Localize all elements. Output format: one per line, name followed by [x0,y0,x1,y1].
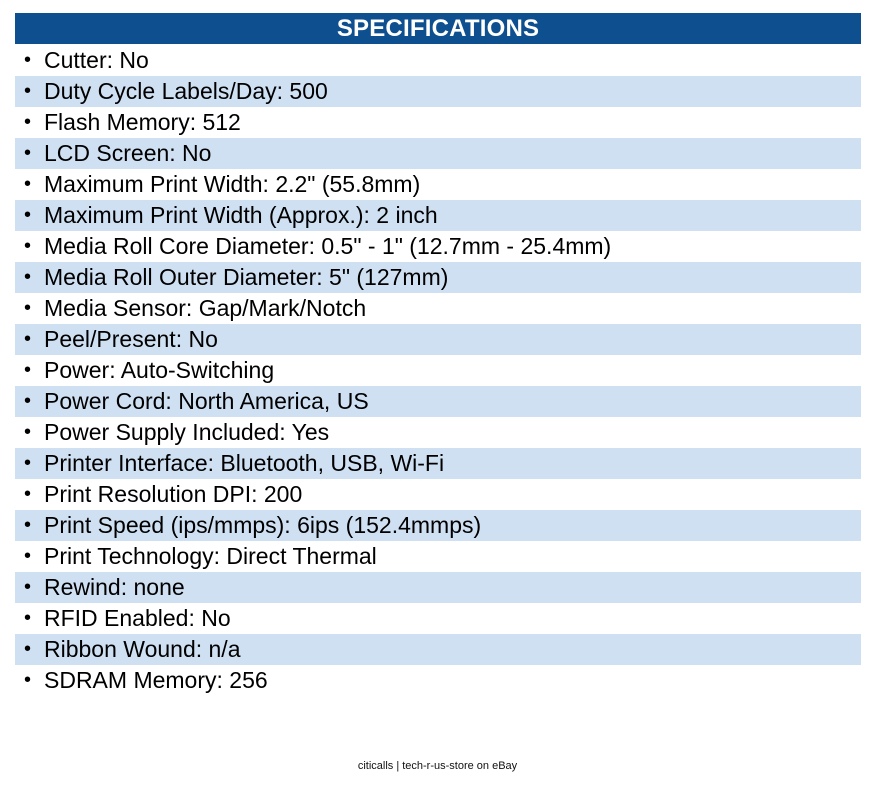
spec-row [15,169,861,200]
spec-row [15,541,861,572]
bullet-icon: • [24,297,32,319]
spec-text: Cutter: No [44,47,149,73]
spec-text: Ribbon Wound: n/a [44,636,241,662]
spec-text: Power: Auto-Switching [44,357,275,383]
spec-text: Duty Cycle Labels/Day: 500 [44,78,328,104]
bullet-icon: • [24,80,32,102]
bullet-icon: • [24,483,32,505]
spec-text: Media Roll Core Diameter: 0.5" - 1" (12.7mm - 25.4mm) [44,233,612,259]
bullet-icon: • [24,235,32,257]
spec-row [15,572,861,603]
bullet-icon: • [24,421,32,443]
spec-row [15,603,861,634]
spec-row [15,262,861,293]
specifications-title: SPECIFICATIONS [15,13,861,44]
bullet-icon: • [24,111,32,133]
spec-text: Printer Interface: Bluetooth, USB, Wi-Fi [44,450,445,476]
bullet-icon: • [24,328,32,350]
bullet-icon: • [24,545,32,567]
bullet-icon: • [24,142,32,164]
bullet-icon: • [24,204,32,226]
spec-row [15,355,861,386]
spec-text: Media Sensor: Gap/Mark/Notch [44,295,367,321]
specifications-list [15,45,861,696]
spec-row [15,665,861,696]
spec-row [15,324,861,355]
spec-row [15,417,861,448]
bullet-icon: • [24,607,32,629]
spec-row [15,386,861,417]
spec-row [15,45,861,76]
bullet-icon: • [24,390,32,412]
spec-row [15,76,861,107]
spec-text: Media Roll Outer Diameter: 5" (127mm) [44,264,449,290]
spec-row [15,200,861,231]
spec-text: Print Resolution DPI: 200 [44,481,303,507]
bullet-icon: • [24,576,32,598]
spec-row [15,231,861,262]
spec-row [15,634,861,665]
bullet-icon: • [24,514,32,536]
spec-text: Maximum Print Width (Approx.): 2 inch [44,202,438,228]
bullet-icon: • [24,359,32,381]
spec-text: Rewind: none [44,574,185,600]
spec-row [15,479,861,510]
spec-text: Print Speed (ips/mmps): 6ips (152.4mmps) [44,512,482,538]
spec-row [15,293,861,324]
spec-row [15,448,861,479]
spec-text: Print Technology: Direct Thermal [44,543,377,569]
spec-text: LCD Screen: No [44,140,212,166]
spec-text: Flash Memory: 512 [44,109,241,135]
spec-row [15,107,861,138]
spec-text: Peel/Present: No [44,326,218,352]
spec-text: Power Cord: North America, US [44,388,369,414]
spec-text: RFID Enabled: No [44,605,231,631]
spec-row [15,510,861,541]
spec-text: Maximum Print Width: 2.2" (55.8mm) [44,171,421,197]
bullet-icon: • [24,49,32,71]
spec-row [15,138,861,169]
bullet-icon: • [24,638,32,660]
bullet-icon: • [24,173,32,195]
bullet-icon: • [24,669,32,691]
spec-text: Power Supply Included: Yes [44,419,330,445]
footer-credit: citicalls | tech-r-us-store on eBay [357,760,518,772]
bullet-icon: • [24,266,32,288]
spec-text: SDRAM Memory: 256 [44,667,268,693]
bullet-icon: • [24,452,32,474]
